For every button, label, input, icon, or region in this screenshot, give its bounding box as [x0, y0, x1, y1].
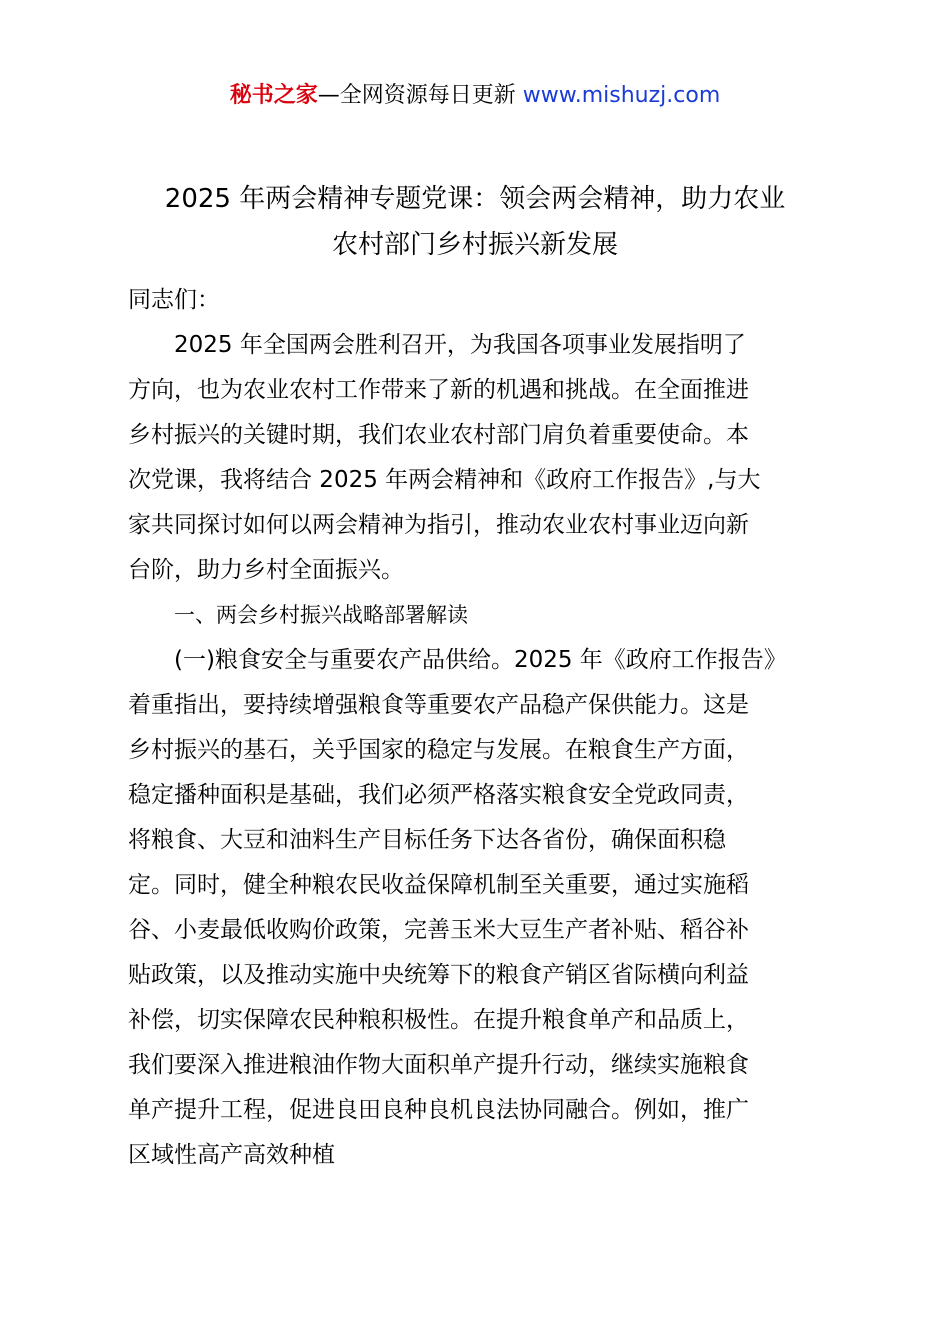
document-body [128, 278, 828, 1178]
intro-line: 台阶，助力乡村全面振兴。 [128, 557, 404, 583]
section-line: 我们要深入推进粮油作物大面积单产提升行动，继续实施粮食 [128, 1052, 749, 1078]
section-line: 定。同时，健全种粮农民收益保障机制至关重要，通过实施稻 [128, 872, 749, 898]
section-line: 单产提升工程，促进良田良种良机良法协同融合。例如，推广 [128, 1097, 749, 1123]
brand-name: 秘书之家 [229, 83, 318, 108]
header-tagline: 全网资源每日更新 [339, 83, 516, 108]
salutation: 同志们： [128, 287, 220, 313]
section-line: 乡村振兴的基石，关乎国家的稳定与发展。在粮食生产方面， [128, 737, 749, 763]
title-line-1: 2025 年两会精神专题党课：领会两会精神，助力农业 [164, 184, 786, 214]
intro-line: 家共同探讨如何以两会精神为指引，推动农业农村事业迈向新 [128, 512, 749, 538]
section-line: 稳定播种面积是基础，我们必须严格落实粮食安全党政同责， [128, 782, 749, 808]
document-title [120, 176, 830, 268]
title-line-2: 农村部门乡村振兴新发展 [331, 230, 618, 260]
header-dash: — [317, 83, 340, 108]
intro-line: 2025 年全国两会胜利召开，为我国各项事业发展指明了 [174, 332, 746, 358]
section-line: 着重指出，要持续增强粮食等重要农产品稳产保供能力。这是 [128, 692, 749, 718]
intro-line: 方向，也为农业农村工作带来了新的机遇和挑战。在全面推进 [128, 377, 749, 403]
site-header [0, 80, 950, 112]
intro-line: 乡村振兴的关键时期，我们农业农村部门肩负着重要使命。本 [128, 422, 749, 448]
section-line: 将粮食、大豆和油料生产目标任务下达各省份，确保面积稳 [128, 827, 726, 853]
intro-line: 次党课，我将结合 2025 年两会精神和《政府工作报告》,与大 [128, 467, 761, 493]
section-line: (一)粮食安全与重要农产品供给。2025 年《政府工作报告》 [174, 647, 787, 673]
section-line: 谷、小麦最低收购价政策，完善玉米大豆生产者补贴、稻谷补 [128, 917, 749, 943]
section-line: 区域性高产高效种植 [128, 1142, 335, 1168]
section-line: 补偿，切实保障农民种粮积极性。在提升粮食单产和品质上， [128, 1007, 749, 1033]
site-url-link[interactable]: www.mishuzj.com [522, 83, 721, 108]
section-line: 贴政策，以及推动实施中央统筹下的粮食产销区省际横向利益 [128, 962, 749, 988]
section-heading: 一、两会乡村振兴战略部署解读 [174, 603, 468, 627]
